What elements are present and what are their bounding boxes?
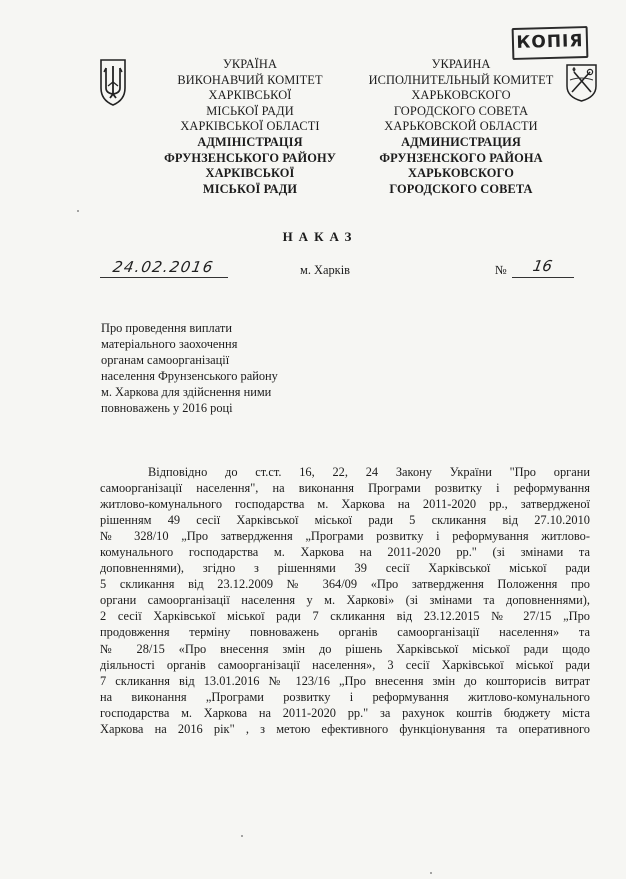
subject-line: матеріального заохочення: [101, 337, 238, 352]
subject-line: органам самоорганізації: [101, 353, 230, 368]
body-line: продовження терміну повноважень органів самоорганізації населення» та: [100, 625, 590, 640]
scan-speck: [430, 872, 432, 874]
header-ua-line: УКРАЇНА: [222, 57, 277, 71]
number-sign: №: [495, 263, 507, 277]
header-ukrainian: [145, 57, 355, 197]
header-ru-line: ХАРЬКОВСКОГО: [408, 166, 514, 181]
header-ua-line: ХАРКІВСЬКОЇ ОБЛАСТІ: [180, 119, 320, 134]
header-ru-line: ХАРЬКОВСКОЙ ОБЛАСТИ: [384, 119, 538, 134]
scan-speck: [77, 210, 79, 212]
header-russian: [356, 57, 566, 197]
body-line: № 28/15 «Про внесення змін до рішень Харківської міської ради щодо: [100, 641, 590, 656]
body-line: 5 скликання від 23.12.2009 № 364/09 «Про затвердження Положення про: [100, 577, 590, 592]
header-ua-line: ХАРКІВСЬКОЇ: [205, 166, 295, 181]
body-line: 2 сесії Харківської міської ради 7 скликання від 23.12.2015 № 27/15 „Про: [100, 609, 590, 624]
body-line: самоорганізації населення", на виконання Програми розвитку і реформування: [100, 481, 590, 496]
number-underline: [512, 277, 574, 278]
copy-stamp: КОПІЯ: [512, 26, 589, 60]
body-line: доповненнями), згідно з рішеннями 39 сесії Харківської міської ради: [100, 561, 590, 576]
order-city: м. Харків: [300, 263, 350, 277]
body-line: господарства м. Харкова на 2011-2020 рр." за рахунок коштів бюджету міста: [100, 705, 590, 720]
body-line: № 328/10 „Про затвердження „Програми розвитку і реформування житлово-: [100, 529, 590, 544]
date-underline: [100, 277, 228, 278]
header-ua-line: АДМІНІСТРАЦІЯ: [197, 134, 303, 149]
header-ru-line: ХАРЬКОВСКОГО: [411, 88, 511, 103]
body-line: органи самоорганізації населення у м. Харкові» (зі змінами та доповненнями),: [100, 593, 590, 608]
body-line: житлово-комунального господарства м. Харкова на 2011-2020 рр., затвердженої: [100, 497, 590, 512]
header-ua-line: ХАРКІВСЬКОЇ: [208, 88, 292, 103]
body-line: рішенням 49 сесії Харківської міської ради 5 скликання від 27.10.2010: [100, 513, 590, 528]
header-ru-line: ГОРОДСКОГО СОВЕТА: [393, 103, 529, 118]
body-line: діяльності органів самоорганізації населення», 3 сесії Харківської міської ради: [100, 657, 590, 672]
body-line: 7 скликання від 13.01.2016 № 123/16 „Про внесення змін до кошторисів витрат: [100, 673, 590, 688]
order-number: 16: [531, 257, 554, 275]
scan-speck: [241, 835, 243, 837]
header-ua-line: ВИКОНАВЧИЙ КОМІТЕТ: [177, 72, 323, 87]
subject-line: Про проведення виплати: [101, 321, 232, 335]
order-body: [100, 464, 590, 737]
body-line: на виконання „Програми розвитку і реформування житлово-комунального: [100, 689, 590, 704]
subject-line: населення Фрунзенського району: [101, 369, 278, 384]
subject-line: м. Харкова для здійснення ними: [101, 385, 272, 400]
order-title: НАКАЗ: [282, 229, 358, 244]
body-line: Відповідно до ст.ст. 16, 22, 24 Закону України "Про органи: [148, 465, 590, 479]
header-ru-line: ГОРОДСКОГО СОВЕТА: [389, 181, 533, 196]
body-line: Харкова на 2016 рік" , з метою ефективного функціонування та оперативного: [100, 721, 590, 736]
trident-coat-of-arms-icon: [98, 58, 128, 106]
header-ua-line: МІСЬКОЇ РАДИ: [202, 181, 298, 196]
subject-line: повноважень у 2016 році: [101, 401, 233, 416]
header-ru-line: АДМИНИСТРАЦИЯ: [401, 134, 521, 149]
header-ua-line: ФРУНЗЕНСЬКОГО РАЙОНУ: [164, 150, 336, 165]
body-line: комунального господарства м. Харкова на 2011-2020 рр." (зі змінами та: [100, 545, 590, 560]
header-ua-line: МІСЬКОЇ РАДИ: [206, 103, 294, 118]
order-date: 24.02.2016: [111, 258, 216, 276]
header-ru-line: УКРАИНА: [431, 57, 491, 71]
header-ru-line: ФРУНЗЕНСКОГО РАЙОНА: [379, 150, 543, 165]
order-subject: [101, 320, 351, 417]
kharkiv-coat-of-arms-icon: [565, 62, 598, 102]
header-ru-line: ИСПОЛНИТЕЛЬНЫЙ КОМИТЕТ: [368, 72, 554, 87]
